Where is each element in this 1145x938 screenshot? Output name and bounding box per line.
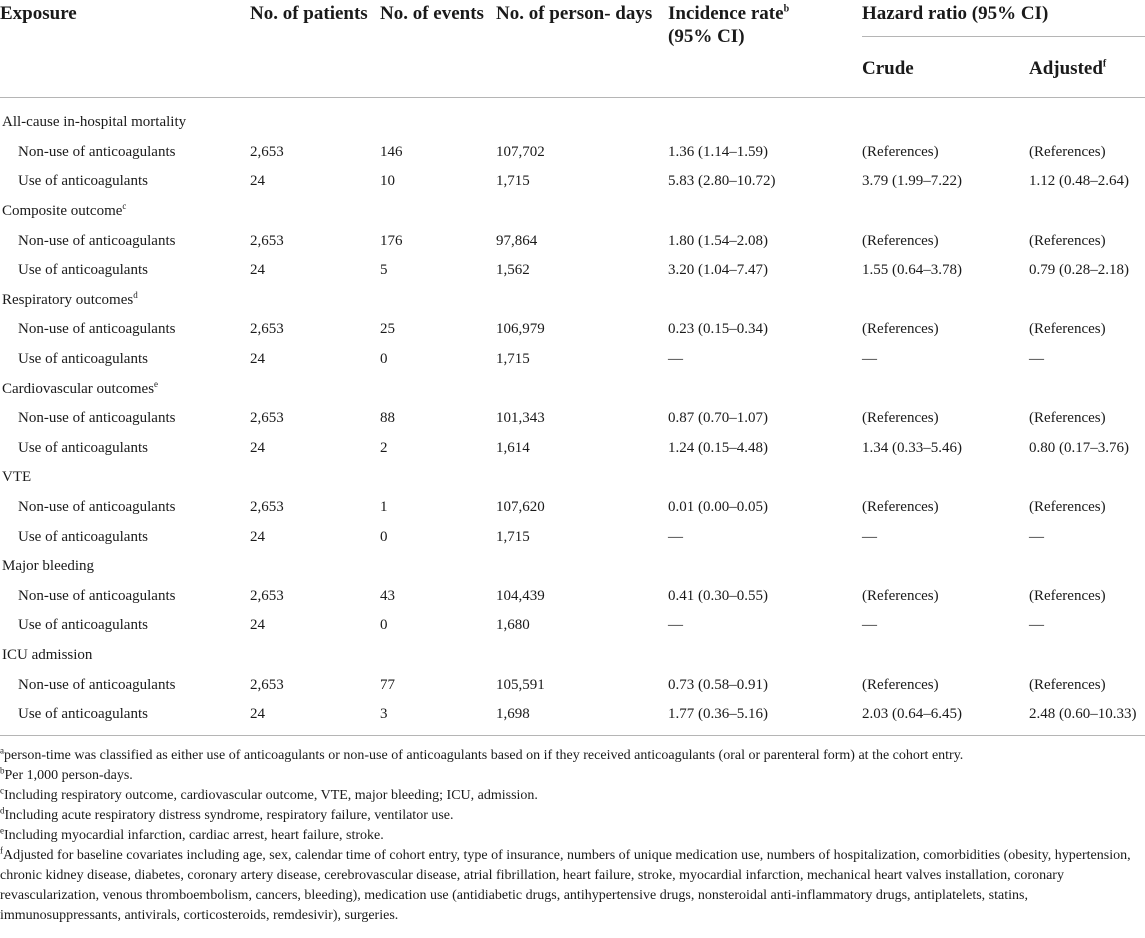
cell-incidence-rate: 0.23 (0.15–0.34) bbox=[668, 321, 768, 338]
footnote: $^d$Including acute respiratory distress syndrome, respiratory failure, ventilator use. bbox=[0, 805, 454, 824]
cell-incidence-rate: — bbox=[668, 528, 683, 545]
cell-person-days: 107,702 bbox=[496, 143, 545, 160]
cell-exposure: Non-use of anticoagulants bbox=[18, 499, 176, 516]
cell-patients: 24 bbox=[250, 173, 265, 190]
cell-exposure: Use of anticoagulants bbox=[18, 173, 148, 190]
cell-adjusted-hr: (References) bbox=[1029, 410, 1106, 427]
group-label: VTE bbox=[2, 469, 32, 486]
cell-events: 0 bbox=[380, 617, 388, 634]
cell-crude-hr: — bbox=[862, 617, 877, 634]
group-row bbox=[0, 197, 1145, 227]
cell-exposure: Non-use of anticoagulants bbox=[18, 143, 176, 160]
group-row bbox=[0, 286, 1145, 316]
table-body bbox=[0, 98, 1145, 736]
cell-incidence-rate: 1.77 (0.36–5.16) bbox=[668, 700, 862, 736]
cell-person-days: 105,591 bbox=[496, 676, 545, 693]
group-label: All-cause in-hospital mortality bbox=[2, 114, 187, 131]
cell-events: 0 bbox=[380, 351, 388, 368]
cell-adjusted-hr: 0.80 (0.17–3.76) bbox=[1029, 439, 1129, 456]
table-row bbox=[0, 611, 1145, 641]
cell-exposure: Non-use of anticoagulants bbox=[18, 232, 176, 249]
cell-patients: 2,653 bbox=[250, 587, 284, 604]
cell-incidence-rate: 1.36 (1.14–1.59) bbox=[668, 143, 768, 160]
table-row bbox=[0, 404, 1145, 434]
header-events: No. of events bbox=[380, 0, 496, 98]
cell-crude-hr: 3.79 (1.99–7.22) bbox=[862, 173, 962, 190]
cell-exposure: Use of anticoagulants bbox=[18, 351, 148, 368]
cell-incidence-rate: 0.01 (0.00–0.05) bbox=[668, 499, 768, 516]
footnotes bbox=[0, 736, 1145, 926]
header-patients: No. of patients bbox=[250, 0, 380, 98]
group-row bbox=[0, 463, 1145, 493]
footnote: $^f$Adjusted for baseline covariates including age, sex, calendar time of cohort entry, type of insurance, numbers of unique medication use, numbers of hospitalization, comorbidities (obesity, hypertension, chronic kidney disease, diabetes, coronary artery disease, cerebrovascular disease, atrial fibrillation, heart failure, stroke, myocardial infarction, mechanical heart valves installation, coronary revascularization, venous thromboembolism, cancers, bleeding), medication use (antidiabetic drugs, antihypertensive drugs, nonsteroidal anti-inflammatory drugs, antiplatelets, statins, immunosuppressants, antivirals, corticosteroids, remdesivir), surgeries. bbox=[0, 845, 1131, 924]
cell-crude-hr: 1.34 (0.33–5.46) bbox=[862, 439, 962, 456]
cell-crude-hr: — bbox=[862, 528, 877, 545]
table-row bbox=[0, 670, 1145, 700]
cell-exposure: Non-use of anticoagulants bbox=[18, 587, 176, 604]
cell-incidence-rate: — bbox=[668, 351, 683, 368]
header-incidence-rate: Incidence rate$^b$ (95% CI) bbox=[668, 0, 862, 98]
cell-crude-hr: (References) bbox=[862, 676, 939, 693]
cell-incidence-rate: 0.41 (0.30–0.55) bbox=[668, 587, 768, 604]
cell-person-days: 1,715 bbox=[496, 351, 530, 368]
header-exposure: Exposure bbox=[0, 0, 250, 98]
cell-adjusted-hr: 0.79 (0.28–2.18) bbox=[1029, 262, 1129, 279]
group-row bbox=[0, 552, 1145, 582]
cell-patients: 2,653 bbox=[250, 499, 284, 516]
cell-patients: 24 bbox=[250, 351, 265, 368]
table-row bbox=[0, 345, 1145, 375]
cell-exposure: Use of anticoagulants bbox=[0, 700, 250, 736]
group-label: Respiratory outcomes$^d$ bbox=[2, 289, 138, 308]
cell-person-days: 107,620 bbox=[496, 499, 545, 516]
cell-person-days: 1,715 bbox=[496, 528, 530, 545]
table-row bbox=[0, 226, 1145, 256]
cell-incidence-rate: 5.83 (2.80–10.72) bbox=[668, 173, 776, 190]
cell-incidence-rate: 1.80 (1.54–2.08) bbox=[668, 232, 768, 249]
cell-patients: 2,653 bbox=[250, 143, 284, 160]
table-row bbox=[0, 700, 1145, 736]
cell-patients: 2,653 bbox=[250, 676, 284, 693]
table-row bbox=[0, 434, 1145, 464]
cell-adjusted-hr: (References) bbox=[1029, 499, 1106, 516]
cell-adjusted-hr: — bbox=[1029, 351, 1044, 368]
cell-exposure: Use of anticoagulants bbox=[18, 617, 148, 634]
cell-patients: 24 bbox=[250, 700, 380, 736]
cell-crude-hr: (References) bbox=[862, 321, 939, 338]
cell-person-days: 106,979 bbox=[496, 321, 545, 338]
cell-person-days: 104,439 bbox=[496, 587, 545, 604]
cell-crude-hr: 2.03 (0.64–6.45) bbox=[862, 700, 1029, 736]
cell-events: 2 bbox=[380, 439, 388, 456]
cell-events: 5 bbox=[380, 262, 388, 279]
cell-person-days: 101,343 bbox=[496, 410, 545, 427]
table-row bbox=[0, 315, 1145, 345]
group-row bbox=[0, 374, 1145, 404]
group-row bbox=[0, 641, 1145, 671]
cell-adjusted-hr: — bbox=[1029, 528, 1044, 545]
group-row bbox=[0, 98, 1145, 138]
header-hazard-ratio: Hazard ratio (95% CI) bbox=[862, 0, 1145, 37]
cell-incidence-rate: — bbox=[668, 617, 683, 634]
footnote: $^a$person-time was classified as either use of anticoagulants or non-use of anticoagulants based on if they received anticoagulants (oral or parenteral form) at the cohort entry. bbox=[0, 745, 964, 764]
cell-patients: 2,653 bbox=[250, 410, 284, 427]
table-row bbox=[0, 493, 1145, 523]
footnote: $^b$Per 1,000 person-days. bbox=[0, 765, 133, 784]
cell-adjusted-hr: 2.48 (0.60–10.33) bbox=[1029, 700, 1145, 736]
table-row bbox=[0, 522, 1145, 552]
cell-person-days: 97,864 bbox=[496, 232, 538, 249]
cell-crude-hr: (References) bbox=[862, 499, 939, 516]
header-person-days: No. of person- days bbox=[496, 0, 668, 98]
cell-patients: 24 bbox=[250, 262, 265, 279]
table-row bbox=[0, 167, 1145, 197]
table-row bbox=[0, 138, 1145, 168]
group-label: Cardiovascular outcomes$^e$ bbox=[2, 378, 159, 397]
cell-adjusted-hr: (References) bbox=[1029, 232, 1106, 249]
cell-events: 3 bbox=[380, 700, 496, 736]
cell-events: 43 bbox=[380, 587, 395, 604]
header-adjusted: Adjusted$^f$ bbox=[1029, 37, 1145, 98]
cell-person-days: 1,680 bbox=[496, 617, 530, 634]
cell-incidence-rate: 0.73 (0.58–0.91) bbox=[668, 676, 768, 693]
cell-events: 77 bbox=[380, 676, 395, 693]
cell-patients: 24 bbox=[250, 439, 265, 456]
cell-exposure: Non-use of anticoagulants bbox=[18, 321, 176, 338]
cell-patients: 24 bbox=[250, 617, 265, 634]
header-crude: Crude bbox=[862, 37, 1029, 98]
cell-events: 0 bbox=[380, 528, 388, 545]
cell-crude-hr: — bbox=[862, 351, 877, 368]
cell-crude-hr: (References) bbox=[862, 232, 939, 249]
table-row bbox=[0, 582, 1145, 612]
cell-events: 25 bbox=[380, 321, 395, 338]
cell-adjusted-hr: (References) bbox=[1029, 321, 1106, 338]
cell-exposure: Use of anticoagulants bbox=[18, 528, 148, 545]
cell-adjusted-hr: (References) bbox=[1029, 587, 1106, 604]
cell-adjusted-hr: — bbox=[1029, 617, 1044, 634]
cell-incidence-rate: 1.24 (0.15–4.48) bbox=[668, 439, 768, 456]
cell-incidence-rate: 3.20 (1.04–7.47) bbox=[668, 262, 768, 279]
group-label: ICU admission bbox=[2, 646, 93, 663]
cell-patients: 2,653 bbox=[250, 232, 284, 249]
cell-adjusted-hr: (References) bbox=[1029, 676, 1106, 693]
footnote: $^c$Including respiratory outcome, cardiovascular outcome, VTE, major bleeding; ICU, admission. bbox=[0, 785, 538, 804]
table-row bbox=[0, 256, 1145, 286]
cell-events: 88 bbox=[380, 410, 395, 427]
cell-crude-hr: 1.55 (0.64–3.78) bbox=[862, 262, 962, 279]
cell-patients: 2,653 bbox=[250, 321, 284, 338]
cell-events: 176 bbox=[380, 232, 403, 249]
cell-crude-hr: (References) bbox=[862, 587, 939, 604]
cell-events: 10 bbox=[380, 173, 395, 190]
cell-crude-hr: (References) bbox=[862, 410, 939, 427]
group-label: Major bleeding bbox=[2, 558, 95, 575]
cell-incidence-rate: 0.87 (0.70–1.07) bbox=[668, 410, 768, 427]
cell-events: 1 bbox=[380, 499, 388, 516]
group-label: Composite outcome$^c$ bbox=[2, 201, 127, 220]
cell-person-days: 1,562 bbox=[496, 262, 530, 279]
cell-patients: 24 bbox=[250, 528, 265, 545]
cell-crude-hr: (References) bbox=[862, 143, 939, 160]
cell-person-days: 1,715 bbox=[496, 173, 530, 190]
cell-exposure: Use of anticoagulants bbox=[18, 262, 148, 279]
cell-events: 146 bbox=[380, 143, 403, 160]
cell-person-days: 1,614 bbox=[496, 439, 530, 456]
cell-exposure: Use of anticoagulants bbox=[18, 439, 148, 456]
cell-adjusted-hr: 1.12 (0.48–2.64) bbox=[1029, 173, 1129, 190]
cell-person-days: 1,698 bbox=[496, 700, 668, 736]
footnote: $^e$Including myocardial infarction, cardiac arrest, heart failure, stroke. bbox=[0, 825, 384, 844]
cell-adjusted-hr: (References) bbox=[1029, 143, 1106, 160]
cell-exposure: Non-use of anticoagulants bbox=[18, 676, 176, 693]
cell-exposure: Non-use of anticoagulants bbox=[18, 410, 176, 427]
